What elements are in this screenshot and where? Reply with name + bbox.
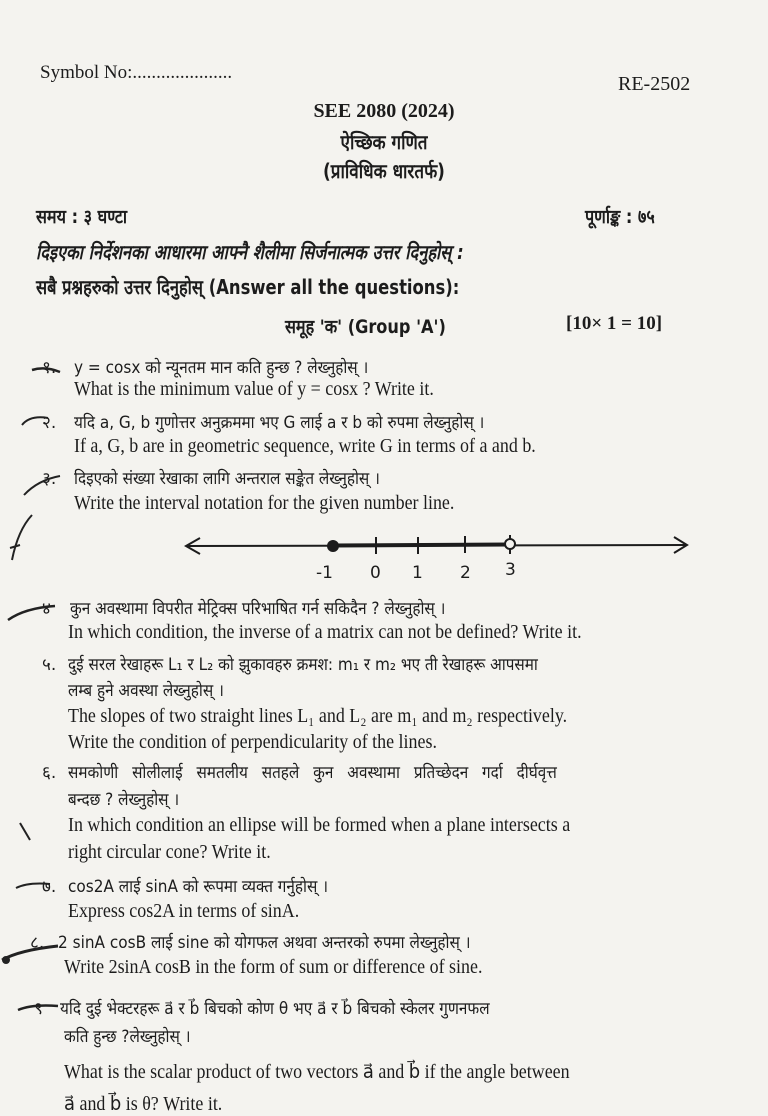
question-number: ३. [42,469,57,489]
question-text-english-line2: a⃗ and b⃗ is θ? Write it. [64,1094,223,1115]
checkmark-icon [8,606,55,620]
checkmark-icon [22,417,48,425]
question-number: ६. [42,763,57,783]
question-number: ८. [30,933,45,953]
question-text-english: In which condition an ellipse will be formed when a plane intersects a [68,815,571,836]
question-text-english: Express cos2A in terms of sinA. [68,901,300,922]
checkmark-icon [2,946,58,960]
question-text-english: In which condition, the inverse of a matrix can not be defined? Write it. [68,622,582,643]
tick-mark-icon [20,823,30,840]
instruction: दिइएका निर्देशनका आधारमा आफ्नै शैलीमा सिर्जनात्मक उत्तर दिनुहोस् : [36,240,464,264]
question-text-nepali: y = cosx को न्यूनतम मान कति हुन्छ ? लेख्नुहोस् । [74,358,369,378]
question-text-english: The slopes of two straight lines L₁ and L₂ are m₁ and m₂ respectively. [68,706,568,727]
question-text-english: If a, G, b are in geometric sequence, write G in terms of a and b. [74,436,536,457]
checkmark-icon [16,884,50,889]
question-text-nepali: दिइएको संख्या रेखाका लागि अन्तराल सङ्केत लेख्नुहोस् । [74,469,380,489]
checkmark-icon [32,368,60,372]
question-number: २. [42,413,57,433]
question-text-english: Write the interval notation for the given number line. [74,493,455,514]
tick-label-1: 1 [412,563,423,583]
paper-code: RE-2502 [618,73,691,95]
question-text-english-line2: Write the condition of perpendicularity of the lines. [68,732,437,753]
question-number: १. [42,358,57,378]
checkmark-icon [24,476,60,495]
question-number: ७. [42,877,57,897]
subject-title: ऐच्छिक गणित [340,130,428,154]
stream-title: (प्राविधिक धारतर्फ) [323,159,445,183]
group-marks: [10× 1 = 10] [566,313,663,334]
question-text-english: What is the scalar product of two vectors a⃗ and b⃗ if the angle between [64,1062,570,1083]
tick-label-neg1: -1 [316,563,333,583]
question-number: ५. [42,655,57,675]
question-text-nepali-line2: बन्दछ ? लेख्नुहोस् । [68,790,180,810]
exam-title: SEE 2080 (2024) [313,100,455,122]
question-text-nepali: 2 sinA cosB लाई sine को योगफल अथवा अन्तरको रुपमा लेख्नुहोस् । [58,933,471,953]
question-text-nepali: दुई सरल रेखाहरू L₁ र L₂ को झुकावहरु क्रमश: m₁ र m₂ भए ती रेखाहरू आपसमा [68,655,538,675]
question-text-nepali-line2: कति हुन्छ ?लेख्नुहोस् । [64,1027,191,1047]
bracket-mark-icon [10,515,32,560]
tick-label-2: 2 [460,563,471,583]
question-text-nepali: समकोणी सोलीलाई समतलीय सतहले कुन अवस्थामा प्रतिच्छेदन गर्दा दीर्घवृत्त [68,763,557,783]
question-text-english: What is the minimum value of y = cosx ? Write it. [74,379,434,400]
question-number: ४ [42,599,51,619]
checkmark-icon [18,1006,58,1011]
tick-label-0: 0 [370,563,381,583]
group-label: समूह 'क' (Group 'A') [285,316,446,338]
question-text-nepali: यदि a, G, b गुणोत्तर अनुक्रममा भए G लाई a र b को रुपमा लेख्नुहोस् । [74,413,485,433]
question-text-english-line2: right circular cone? Write it. [68,842,271,863]
tick-label-3: 3 [505,560,516,580]
question-text-english: Write 2sinA cosB in the form of sum or difference of sine. [64,957,483,978]
question-text-nepali: cos2A लाई sinA को रूपमा व्यक्त गर्नुहोस् । [68,877,329,897]
question-text-nepali: यदि दुई भेक्टरहरू a⃗ र b⃗ बिचको कोण θ भए a⃗ र b⃗ बिचको स्केलर गुणनफल [60,999,490,1019]
question-text-nepali-line2: लम्ब हुने अवस्था लेख्नुहोस् । [68,681,224,701]
answer-all-instruction: सबै प्रश्नहरुको उत्तर दिनुहोस् (Answer all the questions): [36,275,460,299]
time-allowed: समय : ३ घण्टा [36,206,128,228]
symbol-number: Symbol No:..................... [40,62,233,83]
question-number: ९ [34,999,43,1019]
full-marks: पूर्णाङ्क : ७५ [585,206,655,228]
question-text-nepali: कुन अवस्थामा विपरीत मेट्रिक्स परिभाषित गर्न सकिदैन ? लेख्नुहोस् । [70,599,446,619]
